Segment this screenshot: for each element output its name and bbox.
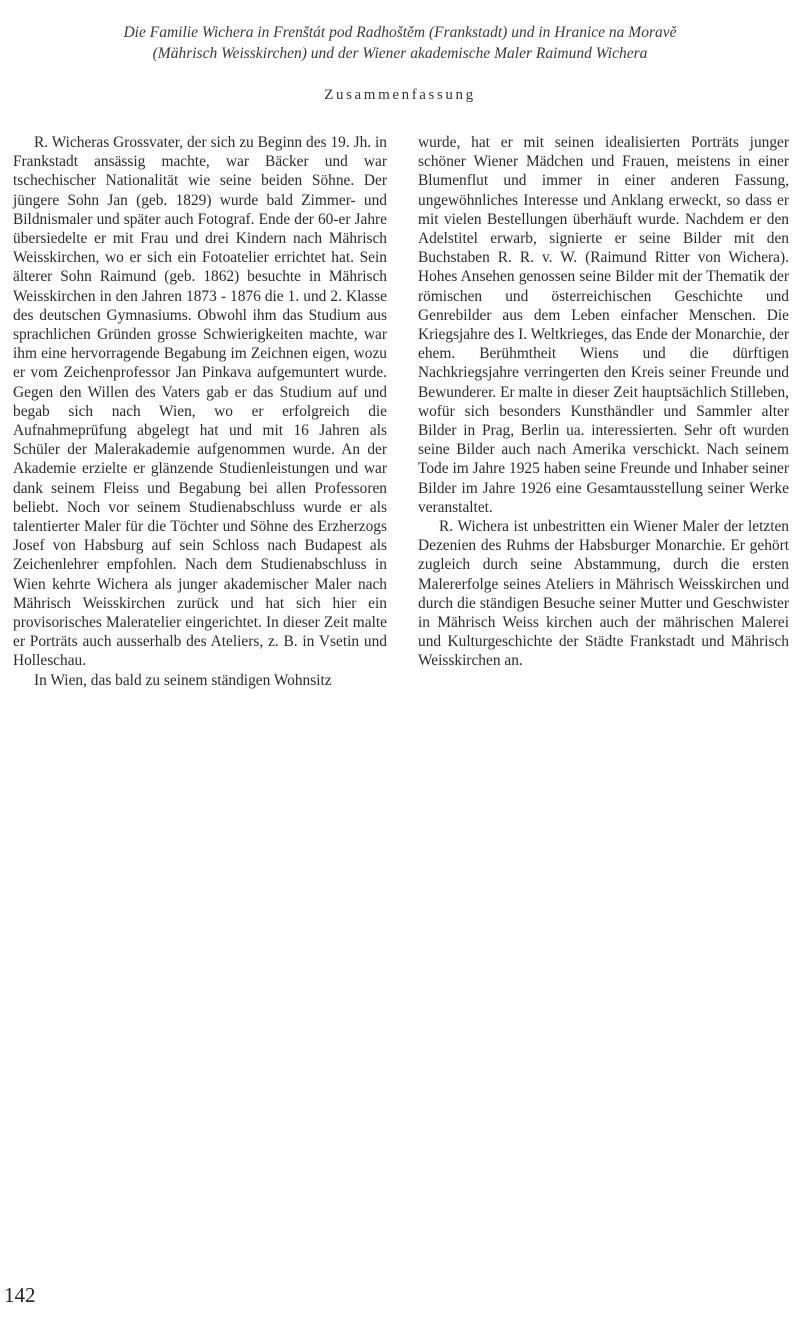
page-number: 142: [4, 1283, 36, 1307]
header-line-2: (Mährisch Weisskirchen) und der Wiener akademische Maler Raimund Wichera: [152, 45, 648, 62]
running-header: [60, 22, 740, 64]
left-paragraph-1: R. Wicheras Grossvater, der sich zu Beginn des 19. Jh. in Frankstadt ansässig machte, war Bäcker und war tschechischer Nationalität wie seine beiden Söhne. Der jüngere Sohn Jan (geb. 1829) wurde bald Zimmer- und Bildnismaler und später auch Fotograf. Ende der 60-er Jahre übersiedelte er mit Frau und drei Kindern nach Mährisch Weisskirchen, wo er sich ein Fotoatelier errichtet hat. Sein älterer Sohn Raimund (geb. 1862) besuchte in Mährisch Weisskirchen in den Jahren 1873 - 1876 die 1. und 2. Klasse des deutschen Gymnasiums. Obwohl ihm das Studium aus sprachlichen Gründen grosse Schwierigkeiten machte, war ihm eine hervorragende Begabung im Zeichnen eigen, wozu er vom Zeichenprofessor Jan Pinkava aufgemuntert wurde. Gegen den Willen des Vaters gab er das Studium auf und begab sich nach Wien, wo er erfolgreich die Aufnahmeprüfung abgelegt hat und mit 16 Jahren als Schüler der Malerakademie aufgenommen wurde. An der Akademie erzielte er glänzende Studienleistungen und war dank seinem Fleiss und Begabung bei allen Professoren beliebt. Noch vor seinem Studienabschluss wurde er als talentierter Maler für die Töchter und Söhne des Erzherzogs Josef von Habsburg auf sein Schloss nach Budapest als Zeichenlehrer empfohlen. Nach dem Studienabschluss in Wien kehrte Wichera als junger akademischer Maler nach Mährisch Weisskirchen zurück und hat sich hier ein provisorisches Maleratelier eingerichtet. In dieser Zeit malte er Porträts auch ausserhalb des Ateliers, z. B. in Vsetin und Holleschau.: [13, 134, 387, 670]
left-paragraph-2: In Wien, das bald zu seinem ständigen Wohnsitz: [34, 671, 332, 689]
right-paragraph-2: R. Wichera ist unbestritten ein Wiener Maler der letzten Dezenien des Ruhms der Habsburger Monarchie. Er gehört zugleich durch seine Abstammung, durch die ersten Malererfolge seines Ateliers in Mährisch Weisskirchen und durch die ständigen Besuche seiner Mutter und Geschwister in Mährisch Weiss kirchen auch der mährischen Malerei und Kulturgeschichte der Städte Frankstadt und Mährisch Weisskirchen an.: [418, 518, 789, 670]
left-column: [13, 133, 387, 690]
section-title: Zusammenfassung: [324, 87, 476, 103]
header-line-1: Die Familie Wichera in Frenštát pod Radhoštěm (Frankstadt) und in Hranice na Moravě: [123, 24, 677, 41]
right-column: [418, 133, 789, 671]
right-paragraph-1: wurde, hat er mit seinen idealisierten Porträts junger schöner Wiener Mädchen und Frauen, meistens in einer Blumenflut und immer in einer anderen Fassung, ungewöhnliches Interesse und Anklang erweckt, so dass er mit vielen Bestellungen überhäuft wurde. Nachdem er den Adelstitel erwarb, signierte er seine Bilder mit den Buchstaben R. R. v. W. (Raimund Ritter von Wichera). Hohes Ansehen genossen seine Bilder mit der Thematik der römischen und österreichischen Geschichte und Genrebilder aus dem Leben einfacher Menschen. Die Kriegsjahre des I. Weltkrieges, das Ende der Monarchie, der ehem. Berühmtheit Wiens und die dürftigen Nachkriegsjahre verringerten den Kreis seiner Freunde und Bewunderer. Er malte in dieser Zeit hauptsächlich Stilleben, wofür sich besonders Kunsthändler und Sammler alter Bilder in Prag, Berlin ua. interessierten. Sehr oft wurden seine Bilder auch nach Amerika verschickt. Nach seinem Tode im Jahre 1925 haben seine Freunde und Inhaber seiner Bilder im Jahre 1926 eine Gesamtausstellung seiner Werke veranstaltet.: [418, 134, 789, 516]
